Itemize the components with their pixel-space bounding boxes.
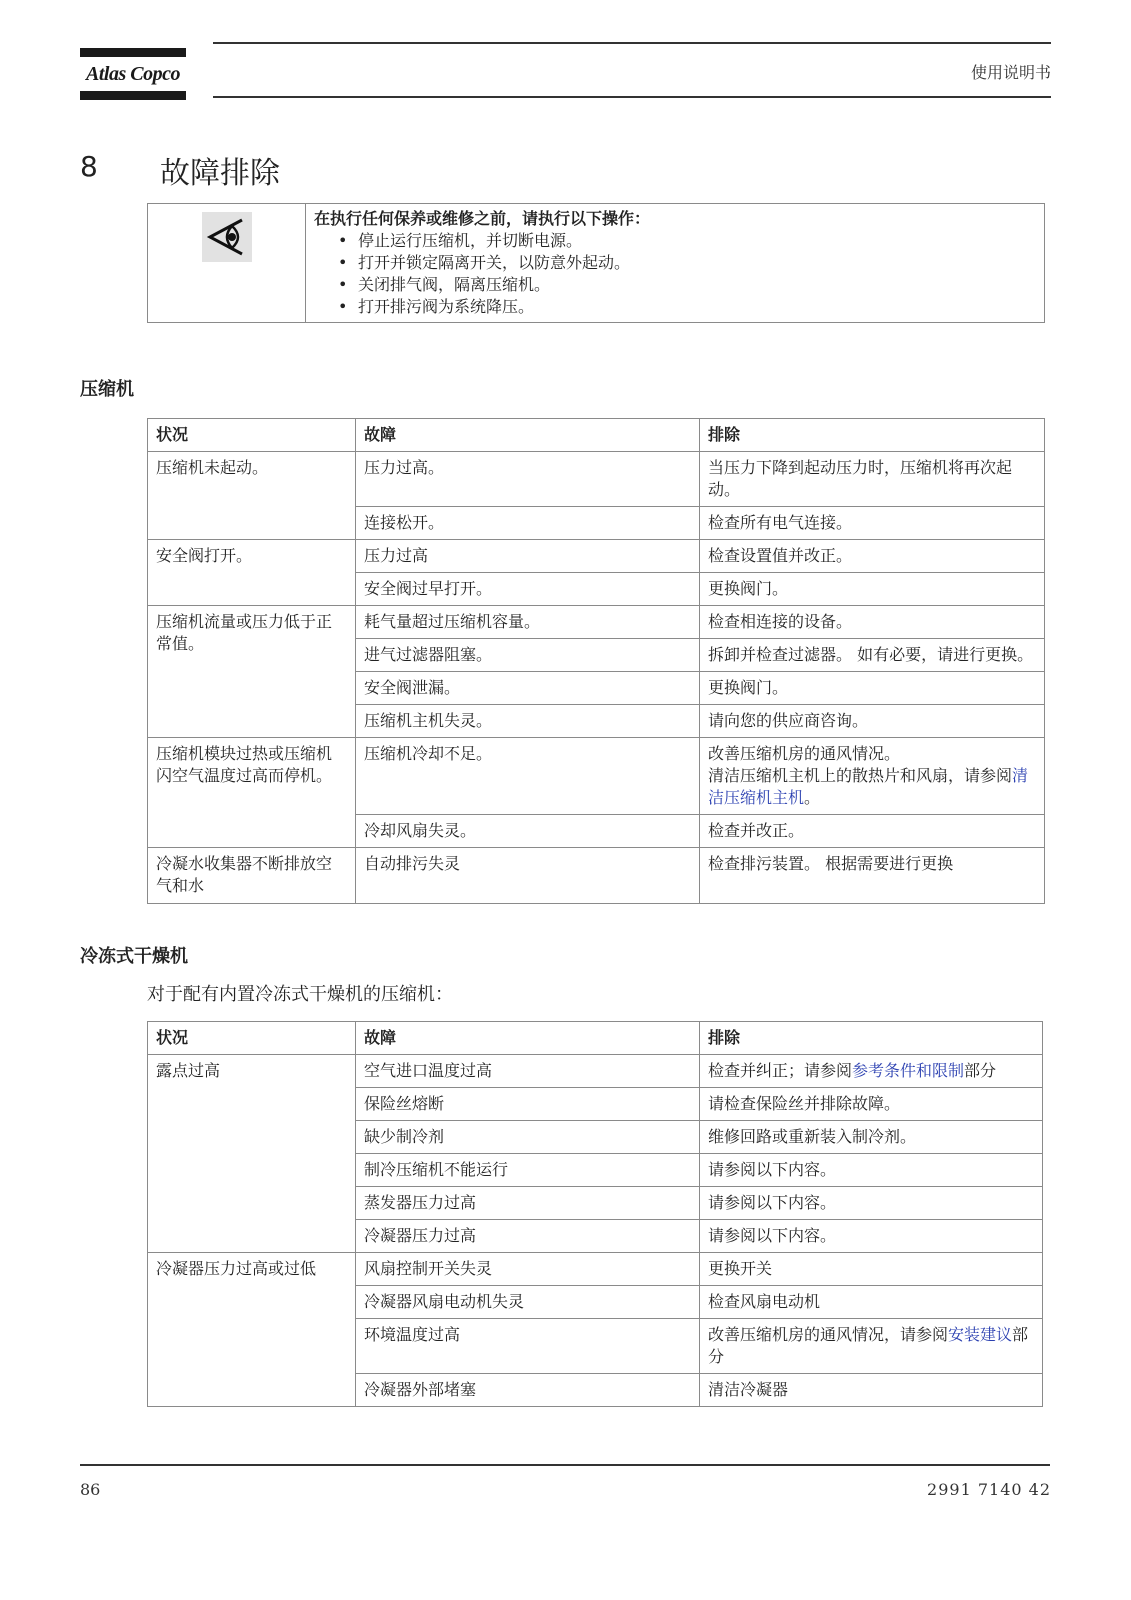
column-header-fault: 故障 — [356, 1022, 700, 1055]
remedy-text: 部分 — [708, 1325, 1029, 1366]
condition-cell: 露点过高 — [148, 1055, 356, 1253]
remedy-text: 部分 — [964, 1061, 997, 1080]
remedy-cell: 拆卸并检查过滤器。 如有必要，请进行更换。 — [700, 639, 1045, 672]
table-row — [148, 540, 1045, 573]
column-header-fault: 故障 — [356, 419, 700, 452]
fault-cell: 冷却风扇失灵。 — [356, 815, 700, 848]
condition-cell: 压缩机模块过热或压缩机闪空气温度过高而停机。 — [148, 738, 356, 848]
fault-cell: 环境温度过高 — [356, 1319, 700, 1374]
remedy-cell — [700, 1055, 1043, 1088]
chapter-number: 8 — [80, 150, 98, 183]
remedy-text: 清洁压缩机主机上的散热片和风扇，请参阅 — [708, 766, 1013, 785]
remedy-line: 改善压缩机房的通风情况。 — [708, 744, 901, 763]
fault-cell: 连接松开。 — [356, 507, 700, 540]
remedy-cell: 检查并改正。 — [700, 815, 1045, 848]
warning-item: • 打开并锁定隔离开关，以防意外起动。 — [358, 252, 1036, 274]
footer-rule — [80, 1464, 1050, 1466]
table-row — [148, 606, 1045, 639]
warning-item: • 停止运行压缩机，并切断电源。 — [358, 230, 1036, 252]
remedy-cell: 更换阀门。 — [700, 573, 1045, 606]
compressor-heading: 压缩机 — [80, 379, 134, 400]
header-rule-top — [213, 42, 1051, 44]
condition-cell: 压缩机流量或压力低于正常值。 — [148, 606, 356, 738]
warning-list — [314, 230, 1036, 318]
logo-wordmark: Atlas Copco — [86, 63, 180, 85]
table-row — [148, 452, 1045, 507]
warning-item: • 打开排污阀为系统降压。 — [358, 296, 1036, 318]
remedy-cell: 检查风扇电动机 — [700, 1286, 1043, 1319]
remedy-cell: 请检查保险丝并排除故障。 — [700, 1088, 1043, 1121]
remedy-text: 改善压缩机房的通风情况，请参阅 — [708, 1325, 949, 1344]
remedy-cell: 更换阀门。 — [700, 672, 1045, 705]
table-row — [148, 738, 1045, 815]
fault-cell: 耗气量超过压缩机容量。 — [356, 606, 700, 639]
fault-cell: 安全阀泄漏。 — [356, 672, 700, 705]
atlas-copco-logo — [80, 48, 186, 100]
fault-cell: 制冷压缩机不能运行 — [356, 1154, 700, 1187]
installation-proposal-link[interactable]: 安装建议 — [948, 1325, 1013, 1344]
compressor-troubleshooting-table — [147, 418, 1045, 904]
fault-cell: 保险丝熔断 — [356, 1088, 700, 1121]
remedy-cell: 维修回路或重新装入制冷剂。 — [700, 1121, 1043, 1154]
remedy-cell: 检查所有电气连接。 — [700, 507, 1045, 540]
remedy-text: 。 — [804, 788, 821, 807]
fault-cell: 冷凝器风扇电动机失灵 — [356, 1286, 700, 1319]
column-header-condition: 状况 — [148, 419, 356, 452]
fault-cell: 自动排污失灵 — [356, 848, 700, 904]
column-header-remedy: 排除 — [700, 1022, 1043, 1055]
condition-cell: 冷凝器压力过高或过低 — [148, 1253, 356, 1407]
remedy-cell: 检查排污装置。 根据需要进行更换 — [700, 848, 1045, 904]
document-number: 2991 7140 42 — [927, 1480, 1051, 1499]
table-header-row — [148, 1022, 1043, 1055]
logo-bar-bottom — [80, 91, 186, 100]
table-row — [148, 848, 1045, 904]
warning-box — [147, 203, 1045, 323]
remedy-cell: 请参阅以下内容。 — [700, 1154, 1043, 1187]
remedy-cell: 检查设置值并改正。 — [700, 540, 1045, 573]
reference-conditions-link[interactable]: 参考条件和限制 — [852, 1061, 965, 1080]
remedy-cell: 更换开关 — [700, 1253, 1043, 1286]
fault-cell: 缺少制冷剂 — [356, 1121, 700, 1154]
chapter-title: 故障排除 — [160, 156, 280, 191]
fault-cell: 压力过高。 — [356, 452, 700, 507]
table-header-row — [148, 419, 1045, 452]
remedy-cell: 请参阅以下内容。 — [700, 1187, 1043, 1220]
warning-item: • 关闭排气阀，隔离压缩机。 — [358, 274, 1036, 296]
warning-icon-cell — [148, 204, 306, 323]
fault-cell: 风扇控制开关失灵 — [356, 1253, 700, 1286]
remedy-cell: 检查相连接的设备。 — [700, 606, 1045, 639]
fault-cell: 压力过高 — [356, 540, 700, 573]
warning-content — [306, 204, 1045, 323]
dryer-intro: 对于配有内置冷冻式干燥机的压缩机： — [147, 984, 453, 1005]
read-manual-eye-icon — [202, 212, 252, 262]
remedy-text: 检查并纠正；请参阅 — [708, 1061, 853, 1080]
doc-type-label: 使用说明书 — [970, 63, 1051, 82]
page-number: 86 — [80, 1480, 101, 1499]
fault-cell: 进气过滤器阻塞。 — [356, 639, 700, 672]
dryer-troubleshooting-table — [147, 1021, 1043, 1407]
fault-cell: 空气进口温度过高 — [356, 1055, 700, 1088]
fault-cell: 安全阀过早打开。 — [356, 573, 700, 606]
condition-cell: 冷凝水收集器不断排放空气和水 — [148, 848, 356, 904]
logo-bar-top — [80, 48, 186, 57]
fault-cell: 冷凝器外部堵塞 — [356, 1374, 700, 1407]
remedy-cell — [700, 1319, 1043, 1374]
header-rule-bottom — [213, 96, 1051, 98]
fault-cell: 压缩机冷却不足。 — [356, 738, 700, 815]
fault-cell: 冷凝器压力过高 — [356, 1220, 700, 1253]
condition-cell: 压缩机未起动。 — [148, 452, 356, 540]
warning-title: 在执行任何保养或维修之前，请执行以下操作： — [314, 209, 651, 228]
fault-cell: 压缩机主机失灵。 — [356, 705, 700, 738]
remedy-cell: 清洁冷凝器 — [700, 1374, 1043, 1407]
table-row — [148, 1055, 1043, 1088]
remedy-cell: 请参阅以下内容。 — [700, 1220, 1043, 1253]
dryer-heading: 冷冻式干燥机 — [80, 946, 188, 967]
column-header-remedy: 排除 — [700, 419, 1045, 452]
remedy-cell — [700, 738, 1045, 815]
remedy-cell: 当压力下降到起动压力时，压缩机将再次起动。 — [700, 452, 1045, 507]
clean-compressor-element-link[interactable]: 清洁压缩机主机 — [708, 766, 1029, 807]
remedy-cell: 请向您的供应商咨询。 — [700, 705, 1045, 738]
fault-cell: 蒸发器压力过高 — [356, 1187, 700, 1220]
condition-cell: 安全阀打开。 — [148, 540, 356, 606]
column-header-condition: 状况 — [148, 1022, 356, 1055]
table-row — [148, 1253, 1043, 1286]
remedy-line — [708, 765, 1036, 809]
